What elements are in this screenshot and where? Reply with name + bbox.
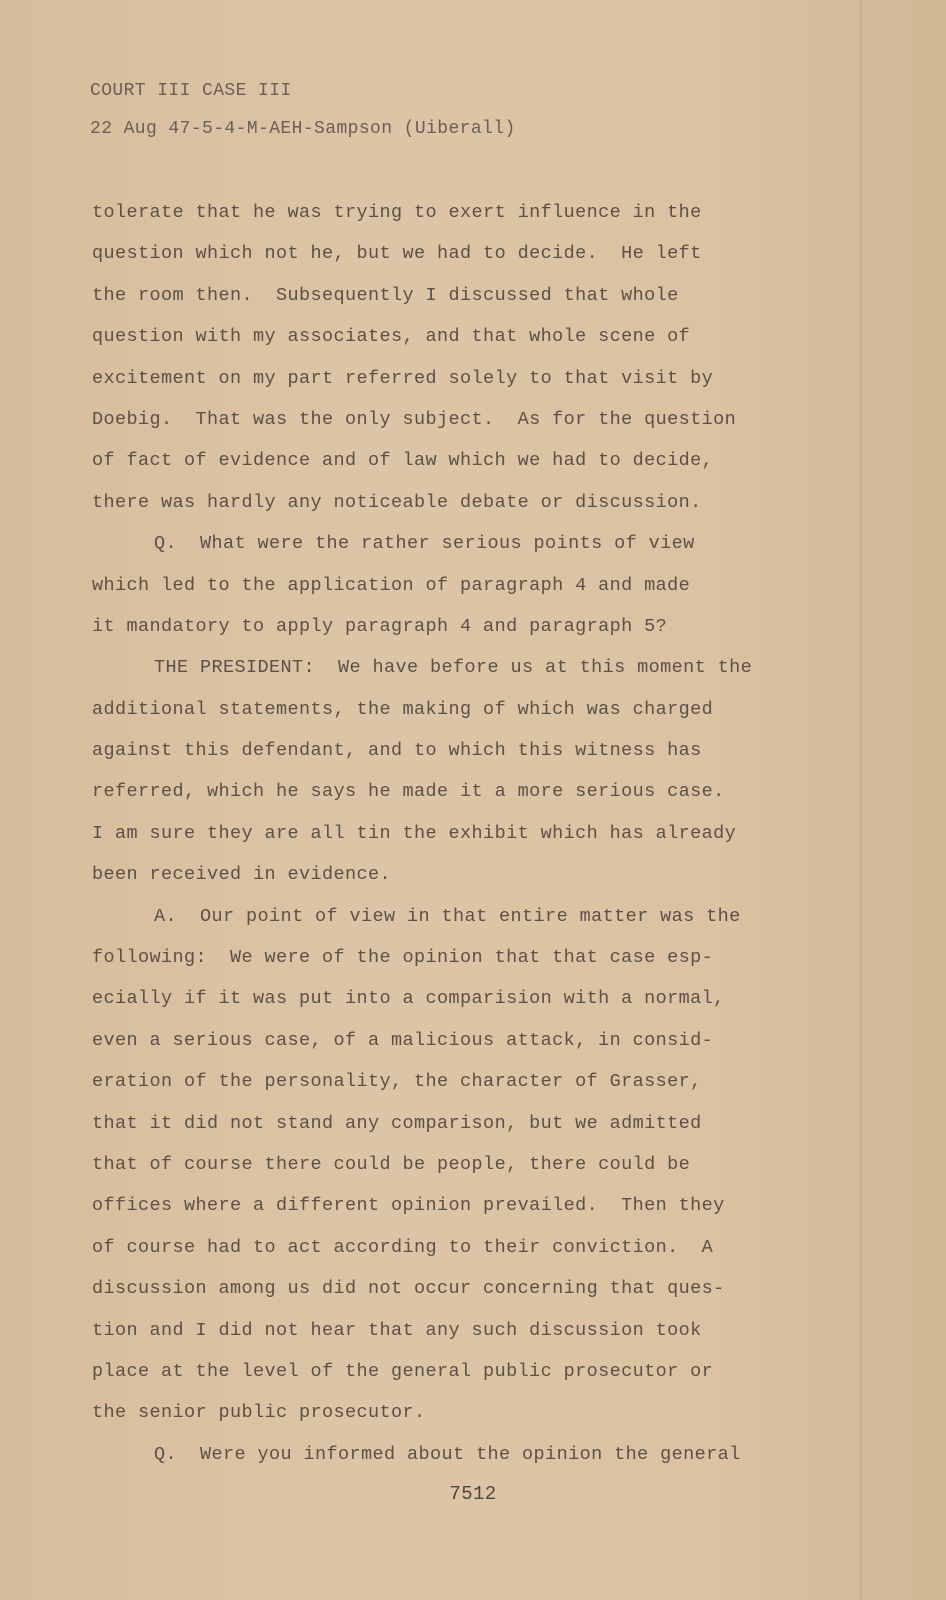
answer-line: A. Our point of view in that entire matter was the <box>154 905 741 927</box>
president-statement-line: THE PRESIDENT: We have before us at this moment the <box>154 657 753 679</box>
document-header <box>90 72 516 148</box>
transcript-line: place at the level of the general public prosecutor or <box>92 1360 714 1382</box>
transcript-line: excitement on my part referred solely to that visit by <box>92 367 714 389</box>
transcript-line: referred, which he says he made it a more serious case. <box>92 781 725 803</box>
transcript-line: offices where a different opinion prevailed. Then they <box>92 1195 725 1217</box>
transcript-line: additional statements, the making of which was charged <box>92 698 714 720</box>
transcript-line: question with my associates, and that whole scene of <box>92 326 691 348</box>
transcript-line: ecially if it was put into a comparision with a normal, <box>92 988 725 1010</box>
page-number: 7512 <box>449 1483 497 1505</box>
transcript-line: of course had to act according to their conviction. A <box>92 1236 714 1258</box>
transcript-line: that of course there could be people, there could be <box>92 1153 691 1175</box>
transcript-line: which led to the application of paragraph 4 and made <box>92 574 691 596</box>
transcript-line: it mandatory to apply paragraph 4 and paragraph 5? <box>92 615 668 637</box>
transcript-line: I am sure they are all tin the exhibit which has already <box>92 822 737 844</box>
transcript-line: the senior public prosecutor. <box>92 1402 426 1424</box>
transcript-line: the room then. Subsequently I discussed that whole <box>92 284 679 306</box>
transcript-line: Doebig. That was the only subject. As for the question <box>92 408 737 430</box>
transcript-line: against this defendant, and to which this witness has <box>92 740 702 762</box>
transcript-line: tolerate that he was trying to exert influence in the <box>92 202 702 223</box>
transcript-line: even a serious case, of a malicious attack, in consid- <box>92 1029 714 1051</box>
transcript-body <box>92 192 812 1475</box>
transcript-line: of fact of evidence and of law which we had to decide, <box>92 450 714 472</box>
transcript-line: following: We were of the opinion that that case esp- <box>92 947 714 969</box>
paper-fold-mark <box>860 0 862 1600</box>
session-reference-line: 22 Aug 47-5-4-M-AEH-Sampson (Uiberall) <box>90 119 516 139</box>
transcript-line: tion and I did not hear that any such discussion took <box>92 1319 702 1341</box>
transcript-line: discussion among us did not occur concerning that ques- <box>92 1278 725 1300</box>
court-case-line: COURT III CASE III <box>90 81 292 101</box>
transcript-line: that it did not stand any comparison, but we admitted <box>92 1112 702 1134</box>
transcript-line: question which not he, but we had to decide. He left <box>92 243 702 265</box>
transcript-line: been received in evidence. <box>92 864 392 886</box>
transcript-line: eration of the personality, the character of Grasser, <box>92 1071 702 1093</box>
question-line: Q. What were the rather serious points of view <box>154 533 695 555</box>
question-line: Q. Were you informed about the opinion the general <box>154 1443 741 1465</box>
transcript-line: there was hardly any noticeable debate or discussion. <box>92 491 702 513</box>
